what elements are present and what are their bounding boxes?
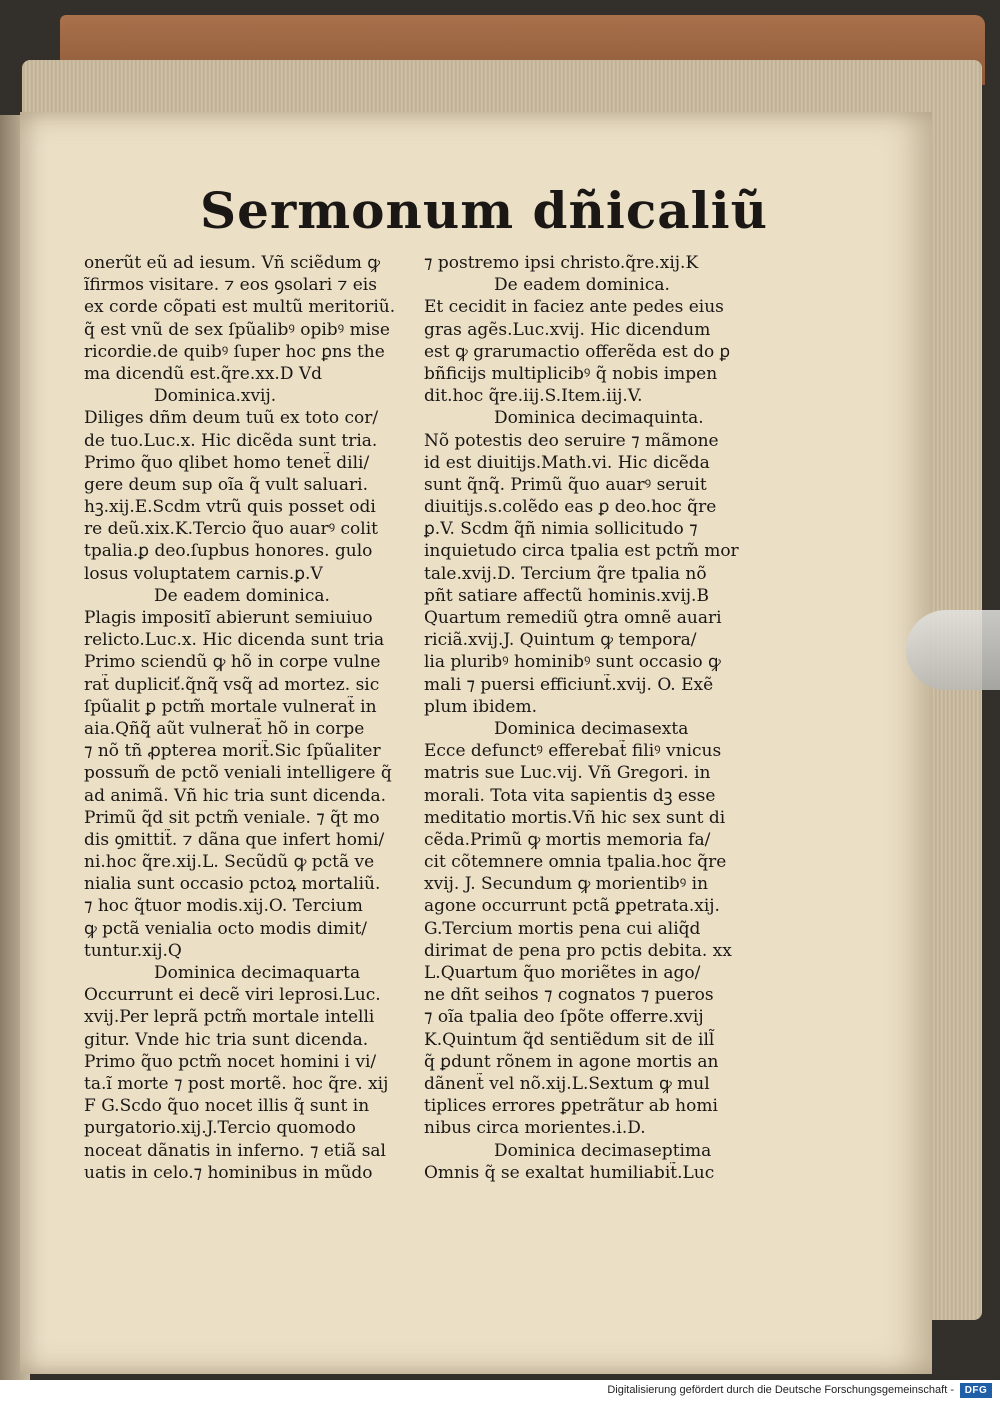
text-line: ne dñt seihos ⁊ cognatos ⁊ pueros <box>424 985 714 1006</box>
text-line: Dominica decimaquinta. <box>494 408 704 429</box>
text-line: ⁊ hoc q̃tuor modis.xij.O. Tercium <box>84 896 363 917</box>
text-line: mali ⁊ puersi efficiunt̃.xvij. O. Exẽ <box>424 674 714 695</box>
text-line: ad animã. Vñ hic tria sunt dicenda. <box>84 785 387 806</box>
text-line: xvij.Per leprã pctm̃ mortale intelli <box>84 1007 375 1028</box>
text-line: gitur. Vnde hic tria sunt dicenda. <box>84 1029 369 1050</box>
text-line: ta.ĩ morte ⁊ post mortẽ. hoc q̃re. xij <box>84 1073 389 1094</box>
text-line: cẽda.Primũ ꝙ mortis memoria fa/ <box>424 829 711 850</box>
text-line: dãnent̃ vel nõ.xij.L.Sextum ꝙ mul <box>424 1073 710 1094</box>
text-line: K.Quintum q̃d sentiẽdum sit de ill̃ <box>424 1029 715 1050</box>
text-line: cit cõtemnere omnia tpalia.hoc q̃re <box>424 852 727 873</box>
text-line: xvij. J. Secundum ꝙ morientibꝰ in <box>424 874 709 895</box>
text-line: purgatorio.xij.J.Tercio quomodo <box>84 1118 356 1139</box>
text-line: Dominica decimaquarta <box>154 963 361 983</box>
text-line: de tuo.Luc.x. Hic dicẽda sunt tria. <box>84 430 378 451</box>
text-line: ⁊ oĩa tpalia deo ſpõte offerre.xvij <box>424 1007 704 1028</box>
text-line: ĩfirmos visitare. ⁊ eos ꝯsolari ⁊ eis <box>84 275 377 296</box>
text-line: ⁊ nõ tñ ꝓpterea morit̃.Sic ſpũaliter <box>84 741 381 762</box>
dfg-logo: DFG <box>960 1383 992 1398</box>
text-line: aia.Qñq̃ aũt vulnerat̃ hõ in corpe <box>84 718 365 739</box>
page-clip <box>906 610 1000 690</box>
footer-credit: Digitalisierung gefördert durch die Deutsche Forschungsgemeinschaft - <box>607 1384 954 1396</box>
text-column-left <box>84 252 409 1184</box>
text-line: onerũt eũ ad iesum. Vñ sciẽdum ꝙ <box>84 253 380 273</box>
text-line: agone occurrunt pctã ꝑpetrata.xij. <box>424 896 720 917</box>
text-line: id est diuitijs.Math.vi. Hic dicẽda <box>424 452 710 473</box>
text-line: lia pluribꝰ hominibꝰ sunt occasio ꝙ <box>424 652 721 673</box>
text-line: L.Quartum q̃uo moriẽtes in ago/ <box>424 963 701 983</box>
text-line: ricordie.de quibꝰ ſuper hoc ꝑns the <box>84 341 385 362</box>
text-line: matris sue Luc.vij. Vñ Gregori. in <box>424 763 711 784</box>
text-line: Diliges dñm deum tuũ ex toto cor/ <box>84 408 379 429</box>
text-line: Dominica decimaseptima <box>494 1140 712 1161</box>
text-line: morali. Tota vita sapientis dꝫ esse <box>424 785 716 806</box>
text-line: possum̃ de pctõ veniali intelligere q̃ <box>84 763 392 784</box>
text-line: De eadem dominica. <box>494 275 670 296</box>
page-title: Sermonum dñicaliũ <box>200 181 769 240</box>
text-line: Occurrunt ei decẽ viri leprosi.Luc. <box>84 985 381 1006</box>
text-line: pñt satiare affectũ hominis.xvij.B <box>424 585 709 606</box>
text-line: est ꝙ grarumactio offerẽda est do ꝑ <box>424 341 731 362</box>
text-line: Et cecidit in faciez ante pedes eius <box>424 297 724 318</box>
text-line: Ecce defunctꝰ efferebat̃ filiꝰ vnicus <box>424 741 722 762</box>
text-line: dit.hoc q̃re.iij.S.Item.iij.V. <box>424 386 643 407</box>
text-line: Omnis q̃ se exaltat humiliabit̃.Luc <box>424 1162 715 1183</box>
text-line: Quartum remediũ ꝯtra omnẽ auari <box>424 608 722 628</box>
text-line: ⁊ postremo ipsi christo.q̃re.xij.K <box>424 253 699 273</box>
text-line: relicto.Luc.x. Hic dicenda sunt tria <box>84 630 385 651</box>
text-line: q̃ est vnũ de sex ſpũalibꝰ opibꝰ mise <box>84 319 390 340</box>
text-column-right <box>424 252 744 1184</box>
text-line: meditatio mortis.Vñ hic sex sunt di <box>424 807 726 828</box>
text-line: sunt q̃nq̃. Primũ q̃uo auarꝰ seruit <box>424 474 707 495</box>
text-line: De eadem dominica. <box>154 585 330 606</box>
text-line: hꝫ.xij.E.Scdm vtrũ quis posset odi <box>84 497 376 518</box>
text-line: ni.hoc q̃re.xij.L. Secũdũ ꝙ pctã ve <box>84 852 375 873</box>
text-line: ex corde cõpati est multũ meritoriũ. <box>84 297 396 318</box>
text-line: F G.Scdo q̃uo nocet illis q̃ sunt in <box>84 1096 370 1117</box>
text-line: Dominica decimasexta <box>494 718 689 739</box>
text-line: nibus circa morientes.i.D. <box>424 1118 646 1139</box>
text-line: G.Tercium mortis pena cui aliq̃d <box>424 918 701 939</box>
text-line: tale.xvij.D. Tercium q̃re tpalia nõ <box>424 563 707 584</box>
text-line: uatis in celo.⁊ hominibus in mũdo <box>84 1162 373 1183</box>
text-line: losus voluptatem carnis.ꝑ.V <box>84 563 323 584</box>
text-line: ꝙ pctã venialia octo modis dimit/ <box>84 918 368 939</box>
text-line: Primo sciendũ ꝙ hõ in corpe vulne <box>84 652 381 673</box>
text-line: ꝑ.V. Scdm q̃ñ nimia sollicitudo ⁊ <box>424 519 698 540</box>
text-line: plum ibidem. <box>424 696 538 717</box>
text-line: Primo q̃uo pctm̃ nocet homini i vi/ <box>84 1051 377 1072</box>
text-line: q̃ ꝑdunt rõnem in agone mortis an <box>424 1051 719 1072</box>
text-line: re deũ.xix.K.Tercio q̃uo auarꝰ colit <box>84 519 378 540</box>
text-line: ſpũalit ꝑ pctm̃ mortale vulnerat̃ in <box>84 696 377 717</box>
text-line: nialia sunt occasio pctoꝝ mortaliũ. <box>84 874 381 895</box>
text-line: inquietudo circa tpalia est pctm̃ mor <box>424 541 739 562</box>
footer-bar <box>0 1380 1000 1402</box>
text-line: ma dicendũ est.q̃re.xx.D Vd <box>84 363 323 384</box>
text-line: tpalia.ꝑ deo.ſupbus honores. gulo <box>84 541 373 562</box>
text-line: rat̃ dupliciť.q̃nq̃ vsq̃ ad mortez. sic <box>84 674 380 695</box>
text-line: tuntur.xij.Q <box>84 940 182 961</box>
text-line: tiplices errores ꝑpetrãtur ab homi <box>424 1096 718 1117</box>
text-line: Dominica.xvij. <box>154 386 277 407</box>
text-line: Nõ potestis deo seruire ⁊ mãmone <box>424 430 719 451</box>
text-line: gras agẽs.Luc.xvij. Hic dicendum <box>424 319 711 340</box>
text-line: riciã.xvij.J. Quintum ꝙ tempora/ <box>424 630 697 651</box>
text-line: diuitijs.s.colẽdo eas ꝑ deo.hoc q̃re <box>424 497 717 518</box>
text-line: Plagis impositĩ abierunt semiuiuo <box>84 608 373 628</box>
text-line: Primũ q̃d sit pctm̃ veniale. ⁊ q̃t mo <box>84 807 380 828</box>
text-line: dis ꝯmittit̃. ⁊ dãna que infert homi/ <box>84 829 385 850</box>
text-line: Primo q̃uo qlibet homo tenet̃ dili/ <box>84 452 370 473</box>
text-line: gere deum sup oĩa q̃ vult saluari. <box>84 474 368 495</box>
text-line: noceat dãnatis in inferno. ⁊ etiã sal <box>84 1140 386 1161</box>
text-line: dirimat de pena pro pctis debita. xx <box>424 940 732 961</box>
text-line: bñficijs multiplicibꝰ q̃ nobis impen <box>424 363 718 384</box>
